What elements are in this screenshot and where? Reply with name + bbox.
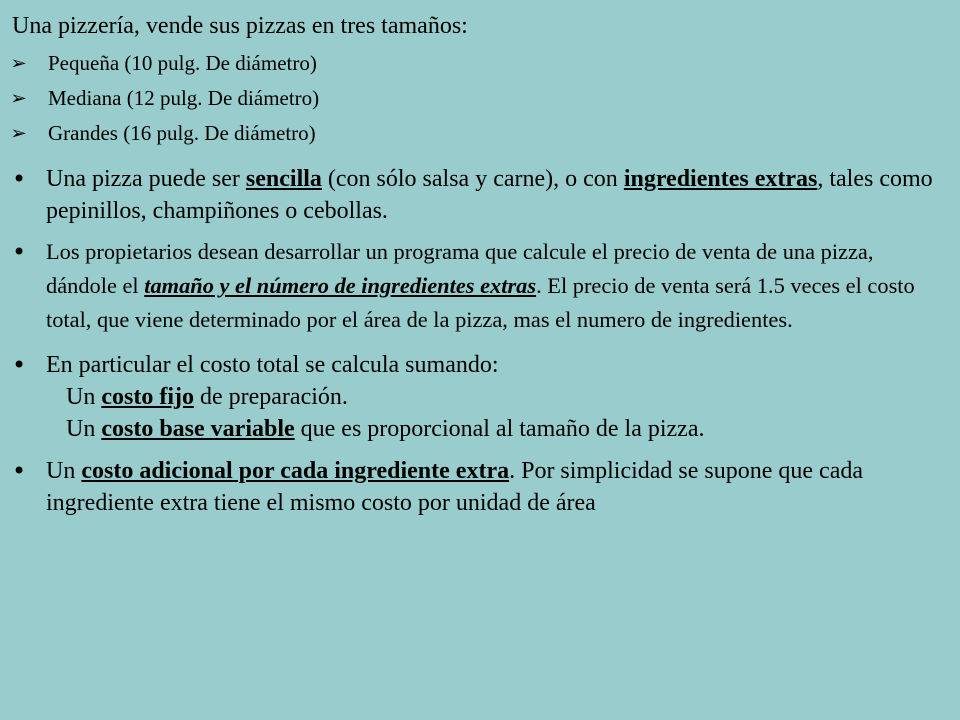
intro-text: Una pizzería, vende sus pizzas en tres tamaños: xyxy=(12,13,468,39)
bullet-dot-icon: • xyxy=(12,457,27,485)
term-ingredientes-extras: ingredientes extras xyxy=(623,166,818,192)
text-segment: Una pizza puede ser xyxy=(46,166,246,192)
size-label: Grandes (16 pulg. De diámetro) xyxy=(48,121,316,145)
text-segment: (con sólo salsa y carne), o con xyxy=(321,166,624,192)
text-segment: . El precio de venta será 1.5 veces el costo total, que viene determinado por el área de la pizza, mas el numero de ingredientes. xyxy=(46,273,915,332)
size-label: Mediana (12 pulg. De diámetro) xyxy=(48,86,320,110)
term-tamano-ingredientes: tamaño y el número de ingredientes extras xyxy=(144,273,537,298)
text-segment: Los propietarios desean desarrollar un programa que calcule el precio de venta de una pizza, dándole el xyxy=(46,239,874,298)
text-segment: que es proporcional al tamaño de la pizza. xyxy=(294,416,705,442)
size-item-medium xyxy=(12,81,938,116)
bullet-list xyxy=(12,163,938,519)
text-segment: Un xyxy=(46,458,82,484)
term-costo-fijo: costo fijo xyxy=(101,384,194,410)
bullet-total-cost xyxy=(12,349,938,445)
bullet-dot-icon: • xyxy=(12,238,27,266)
bullet-program-goal xyxy=(12,235,938,337)
arrow-bullet-icon: ➢ xyxy=(10,88,27,109)
bullet-pizza-types xyxy=(12,163,938,227)
term-costo-base-variable: costo base variable xyxy=(101,416,295,442)
arrow-bullet-icon: ➢ xyxy=(10,53,27,74)
size-item-small xyxy=(12,46,938,81)
arrow-bullet-icon: ➢ xyxy=(10,123,27,144)
text-segment: de preparación. xyxy=(193,384,348,410)
size-list xyxy=(12,46,938,151)
text-segment: Un xyxy=(66,384,102,410)
text-segment: Un xyxy=(66,416,102,442)
bullet-dot-icon: • xyxy=(12,165,27,193)
size-item-large xyxy=(12,116,938,151)
term-costo-adicional: costo adicional por cada ingrediente extra xyxy=(81,458,510,484)
text-segment: , tales como pepinillos, champiñones o cebollas. xyxy=(46,166,933,224)
term-sencilla: sencilla xyxy=(245,166,322,192)
sub-line-variable-cost xyxy=(46,413,938,445)
sub-line-fixed-cost xyxy=(46,381,938,413)
size-label: Pequeña (10 pulg. De diámetro) xyxy=(48,51,317,75)
bullet-additional-cost xyxy=(12,455,938,519)
text-segment: En particular el costo total se calcula sumando: xyxy=(46,352,499,378)
text-segment: . Por simplicidad se supone que cada ingrediente extra tiene el mismo costo por unidad de área xyxy=(46,458,864,516)
bullet-dot-icon: • xyxy=(12,351,27,379)
